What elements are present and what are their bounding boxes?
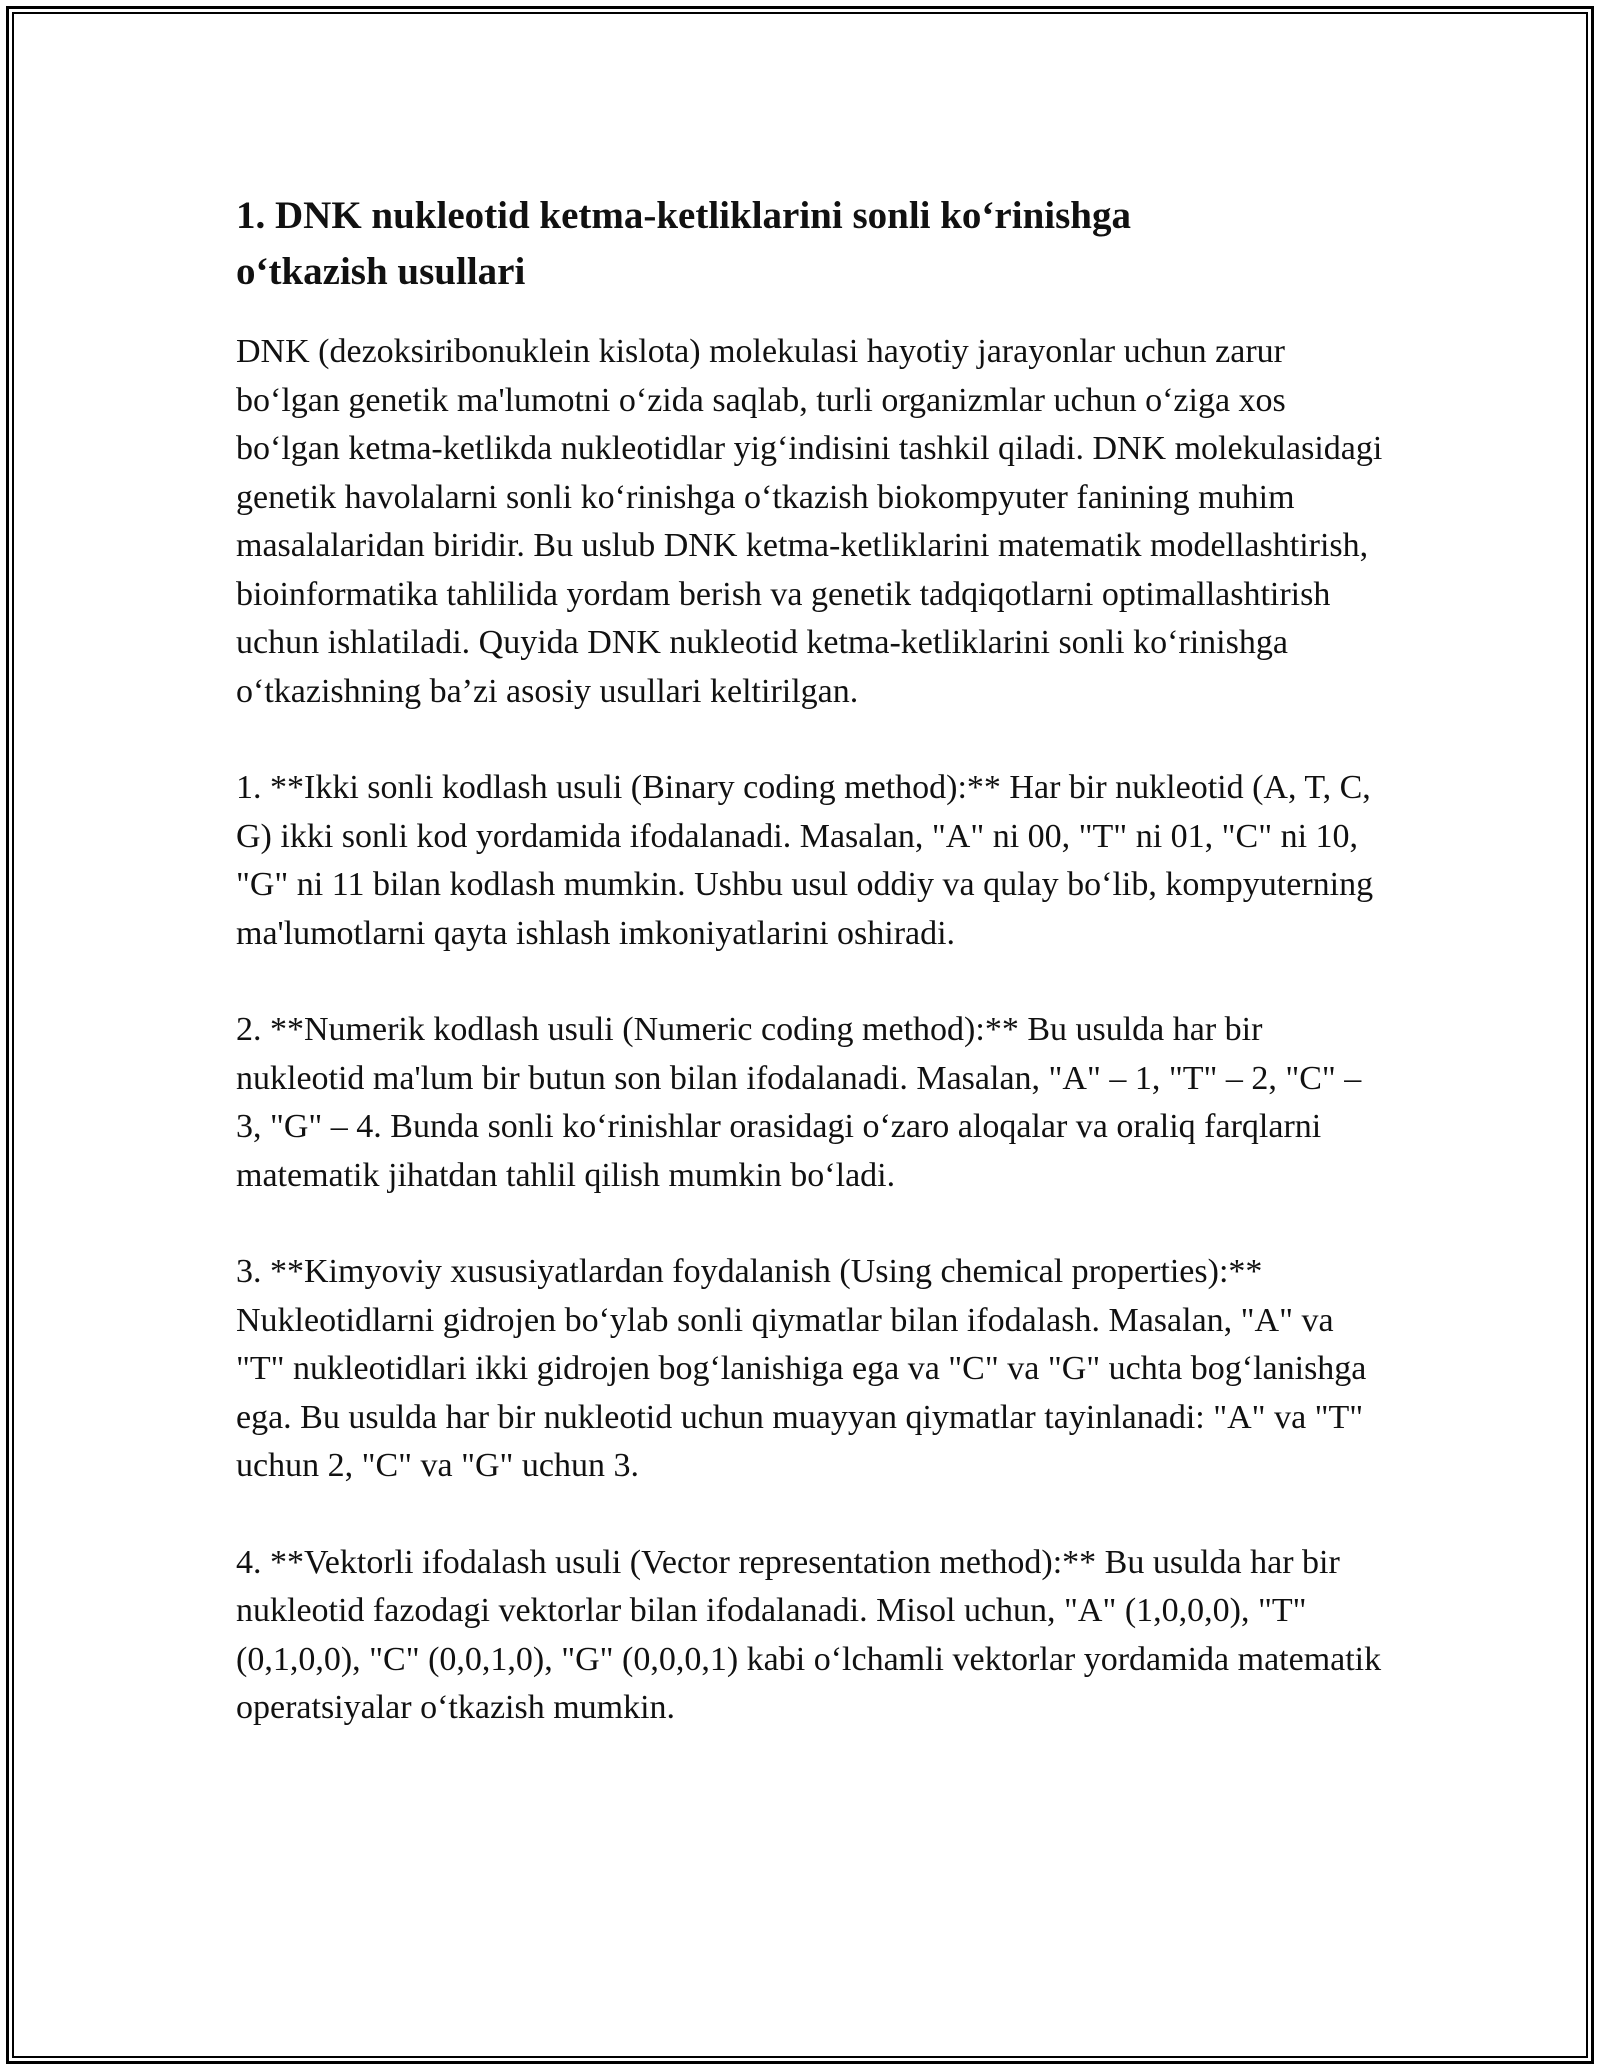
method-binary-paragraph: 1. **Ikki sonli kodlash usuli (Binary coding method):** Har bir nukleotid (A, T, C, G) ikki sonli kod yordamida ifodalanadi. Masalan, "A" ni 00, "T" ni 01, "C" ni 10, "G" ni 11 bilan kodlash mumkin. Ushbu usul oddiy va qulay bo‘lib, kompyuterning ma'lumotlarni qayta ishlash imkoniyatlarini oshiradi. (236, 769, 1374, 952)
section-heading: 1. DNK nukleotid ketma-ketliklarini sonli ko‘rinishga o‘tkazish usullari (236, 194, 1131, 293)
method-chemical-paragraph: 3. **Kimyoviy xususiyatlardan foydalanish (Using chemical properties):** Nukleotidlarni gidrojen bo‘ylab sonli qiymatlar bilan ifodalash. Masalan, "A" va "T" nukleotidlari ikki gidrojen bog‘lanishiga ega va "C" va "G" uchta bog‘lanishga ega. Bu usulda har bir nukleotid uchun muayyan qiymatlar tayinlanadi: "A" va "T" uchun 2, "C" va "G" uchun 3. (236, 1253, 1367, 1484)
document-body (236, 188, 1384, 1781)
intro-paragraph: DNK (dezoksiribonuklein kislota) molekulasi hayotiy jarayonlar uchun zarur bo‘lgan genetik ma'lumotni o‘zida saqlab, turli organizmlar uchun o‘ziga xos bo‘lgan ketma-ketlikda nukleotidlar yig‘indisini tashkil qiladi. DNK molekulasidagi genetik havolalarni sonli ko‘rinishga o‘tkazish biokompyuter fanining muhim masalalaridan biridir. Bu uslub DNK ketma-ketliklarini matematik modellashtirish, bioinformatika tahlilida yordam berish va genetik tadqiqotlarni optimallashtirish uchun ishlatiladi. Quyida DNK nukleotid ketma-ketliklarini sonli ko‘rinishga o‘tkazishning ba’zi asosiy usullari keltirilgan. (236, 333, 1383, 710)
method-vector-paragraph: 4. **Vektorli ifodalash usuli (Vector representation method):** Bu usulda har bir nukleotid fazodagi vektorlar bilan ifodalanadi. Misol uchun, "A" (1,0,0,0), "T" (0,1,0,0), "C" (0,0,1,0), "G" (0,0,0,1) kabi o‘lchamli vektorlar yordamida matematik operatsiyalar o‘tkazish mumkin. (236, 1543, 1382, 1726)
method-numeric-paragraph: 2. **Numerik kodlash usuli (Numeric coding method):** Bu usulda har bir nukleotid ma'lum bir butun son bilan ifodalanadi. Masalan, "A" – 1, "T" – 2, "C" – 3, "G" – 4. Bunda sonli ko‘rinishlar orasidagi o‘zaro aloqalar va oraliq farqlarni matematik jihatdan tahlil qilish mumkin bo‘ladi. (236, 1011, 1362, 1194)
